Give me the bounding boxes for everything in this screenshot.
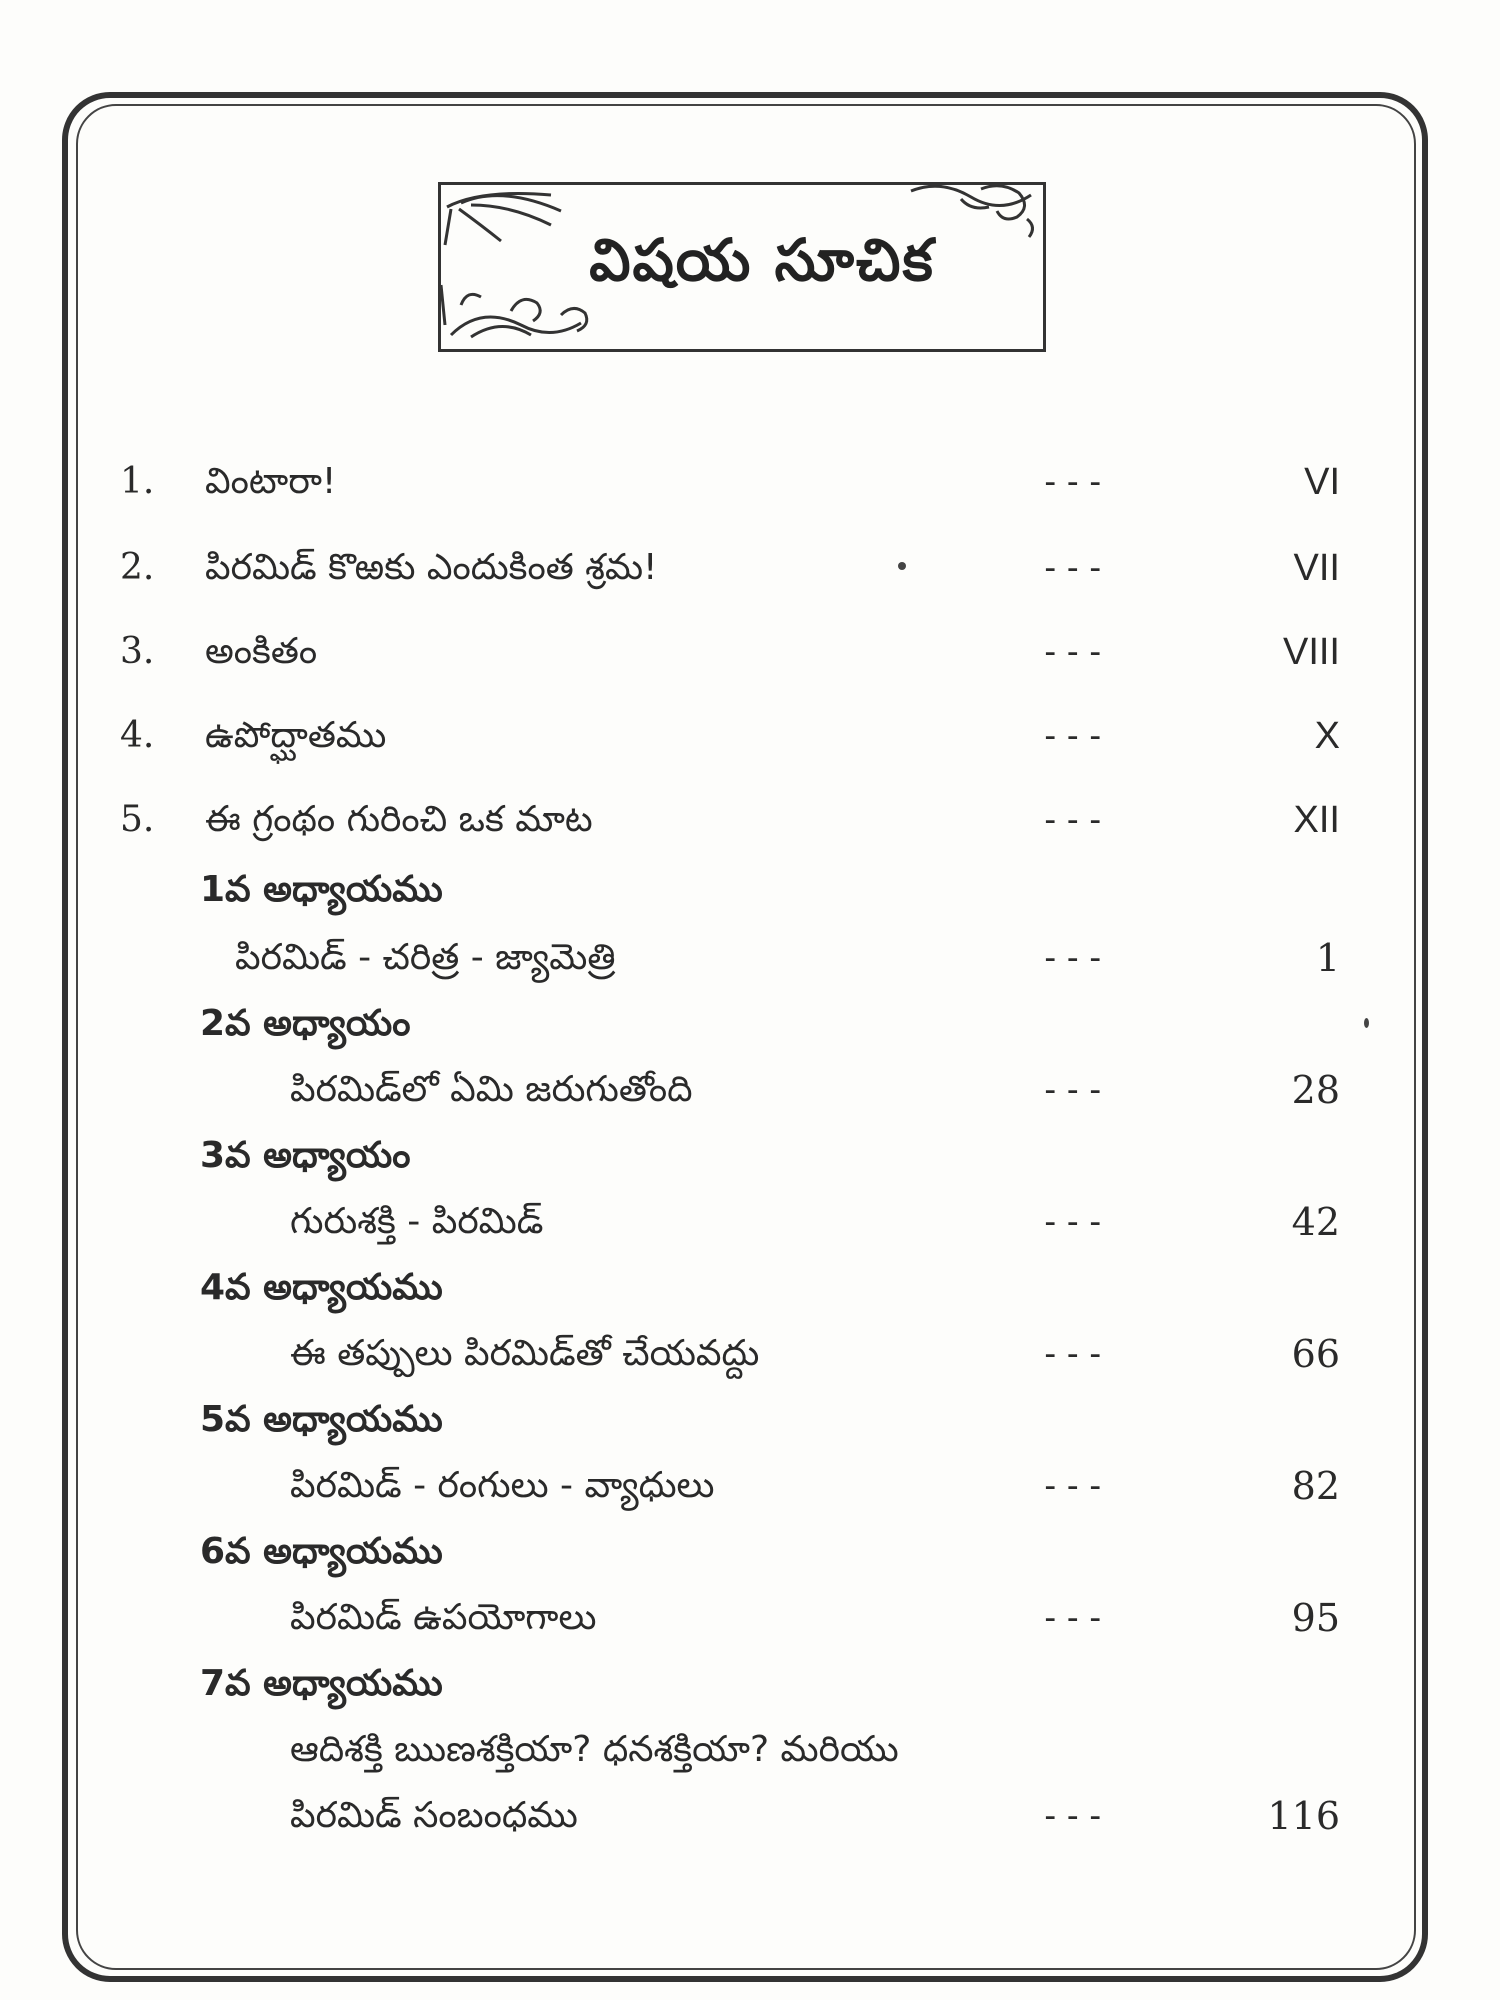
toc-row <box>120 1192 1340 1252</box>
chapter-heading: 3వ అధ్యాయం <box>200 1135 411 1176</box>
toc-title: ఈ తప్పులు పిరమిడ్‌తో చేయవద్దు <box>290 1333 760 1374</box>
toc-title: అంకితం <box>205 631 318 672</box>
chapter-heading: 6వ అధ్యాయము <box>200 1531 443 1572</box>
toc-leader: --- <box>1040 1796 1108 1836</box>
toc-row <box>120 622 1340 682</box>
toc-leader: --- <box>1040 632 1108 672</box>
toc-leader: --- <box>1040 1070 1108 1110</box>
toc-page-number: X <box>1314 715 1340 757</box>
title-box <box>438 182 1046 352</box>
page-title: విషయ సూచిక <box>589 225 935 294</box>
toc-page-number: VIII <box>1282 631 1340 673</box>
toc-leader: --- <box>1040 716 1108 756</box>
chapter-heading: 5వ అధ్యాయము <box>200 1399 443 1440</box>
toc-page-number: 28 <box>1291 1068 1340 1112</box>
toc-title: పిరమిడ్ ఉపయోగాలు <box>290 1597 597 1638</box>
toc-title: పిరమిడ్ - రంగులు - వ్యాధులు <box>290 1465 715 1506</box>
toc-page-number: 1 <box>1315 936 1340 980</box>
toc-row <box>120 1786 1340 1846</box>
toc-title: ఉపోద్ఘాతము <box>205 715 387 756</box>
toc-page-number: VII <box>1293 547 1340 589</box>
toc-leader: --- <box>1040 938 1108 978</box>
toc-row <box>120 1720 1340 1780</box>
toc-title: పిరమిడ్ - చరిత్ర - జ్యామెత్రి <box>235 937 616 978</box>
toc-leader: --- <box>1040 462 1108 502</box>
toc-row <box>120 928 1340 988</box>
toc-page-number: 95 <box>1291 1596 1340 1640</box>
toc-leader: --- <box>1040 1334 1108 1374</box>
toc-title: పిరమిడ్ సంబంధము <box>290 1795 578 1836</box>
chapter-heading: 1వ అధ్యాయము <box>200 869 443 910</box>
toc-title: పిరమిడ్ కొఱకు ఎందుకింత శ్రమ! <box>205 547 658 588</box>
toc-number: 3. <box>120 631 155 672</box>
toc-page-number: 116 <box>1267 1794 1340 1838</box>
toc-leader: --- <box>1040 800 1108 840</box>
toc-number: 1. <box>120 461 155 502</box>
toc-title: పిరమిడ్‌లో ఏమి జరుగుతోంది <box>290 1069 693 1110</box>
ink-speck <box>898 562 906 570</box>
toc-leader: --- <box>1040 1202 1108 1242</box>
toc-number: 5. <box>120 799 155 840</box>
toc-page-number: 42 <box>1291 1200 1340 1244</box>
toc-row <box>120 538 1340 598</box>
toc-row <box>120 1588 1340 1648</box>
ink-speck <box>1364 1018 1369 1028</box>
toc-title: ఈ గ్రంథం గురించి ఒక మాట <box>205 799 593 840</box>
toc-leader: --- <box>1040 548 1108 588</box>
toc-page-number: 66 <box>1291 1332 1340 1376</box>
toc-row <box>120 1456 1340 1516</box>
chapter-heading: 7వ అధ్యాయము <box>200 1663 443 1704</box>
chapter-heading: 2వ అధ్యాయం <box>200 1003 411 1044</box>
toc-row <box>120 1060 1340 1120</box>
toc-row <box>120 790 1340 850</box>
toc-leader: --- <box>1040 1598 1108 1638</box>
chapter-heading: 4వ అధ్యాయము <box>200 1267 443 1308</box>
toc-title: ఆదిశక్తి ఋణశక్తియా? ధనశక్తియా? మరియు <box>290 1729 899 1770</box>
toc-page-number: 82 <box>1291 1464 1340 1508</box>
toc-row <box>120 1324 1340 1384</box>
toc-leader: --- <box>1040 1466 1108 1506</box>
toc-number: 2. <box>120 547 155 588</box>
toc-title: గురుశక్తి - పిరమిడ్ <box>290 1201 544 1242</box>
toc-row <box>120 452 1340 512</box>
toc-title: వింటారా! <box>205 461 337 502</box>
toc-number: 4. <box>120 715 155 756</box>
toc-page-number: VI <box>1304 461 1340 503</box>
toc-page-number: XII <box>1293 799 1340 841</box>
toc-row <box>120 706 1340 766</box>
